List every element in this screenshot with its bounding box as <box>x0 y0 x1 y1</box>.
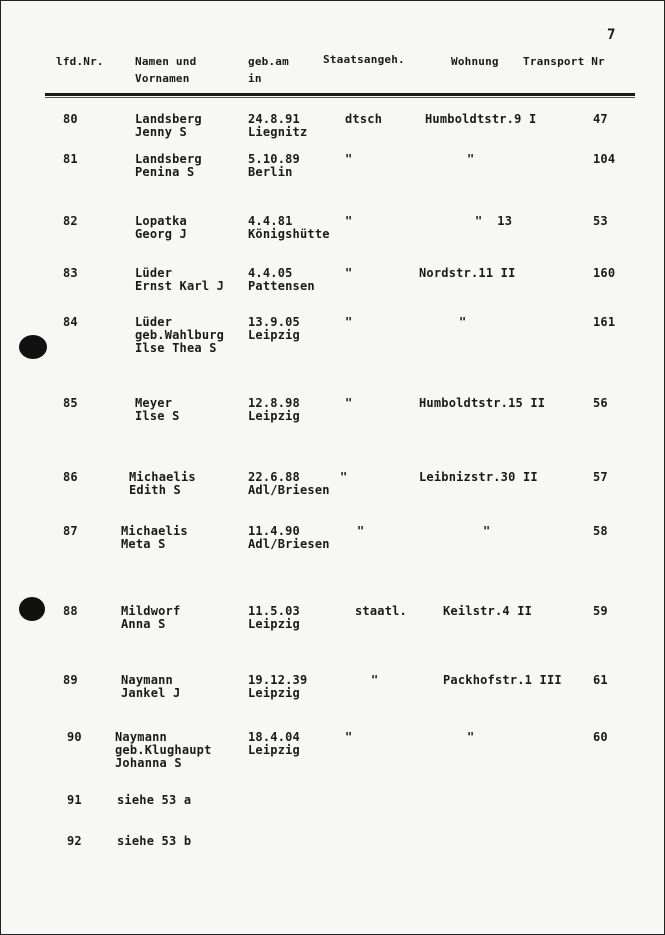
row-birth-line: 11.4.90 <box>248 524 300 538</box>
row-transport: 57 <box>593 470 608 484</box>
row-address: Nordstr.11 II <box>419 266 516 280</box>
row-nationality: " <box>345 152 353 166</box>
row-name-line: Lüder <box>135 315 173 329</box>
row-name-line: Georg J <box>135 227 187 241</box>
row-name-line: Ilse Thea S <box>135 341 217 355</box>
row-birth-line: 4.4.05 <box>248 266 293 280</box>
row-name-line: Ilse S <box>135 409 180 423</box>
row-name-line: Michaelis <box>121 524 188 538</box>
header-name-line2: Vornamen <box>135 72 190 85</box>
row-birth-line: 12.8.98 <box>248 396 300 410</box>
header-rule-thin <box>45 97 635 98</box>
row-address: Packhofstr.1 III <box>443 673 562 687</box>
row-name-line: Lüder <box>135 266 173 280</box>
row-name-line: Jankel J <box>121 686 181 700</box>
row-birth-line: 13.9.05 <box>248 315 300 329</box>
row-transport: 60 <box>593 730 608 744</box>
row-name-line: Mildworf <box>121 604 181 618</box>
row-address: " 13 <box>475 214 513 228</box>
row-name-line: Lopatka <box>135 214 187 228</box>
row-name-line: Landsberg <box>135 112 202 126</box>
row-transport: 59 <box>593 604 608 618</box>
row-name-line: Michaelis <box>129 470 196 484</box>
row-address: Leibnizstr.30 II <box>419 470 538 484</box>
row-name-line: Meta S <box>121 537 166 551</box>
row-address: Humboldtstr.15 II <box>419 396 546 410</box>
header-transport: Transport Nr <box>523 55 605 68</box>
row-number: 85 <box>63 396 78 410</box>
row-birth-line: 19.12.39 <box>248 673 308 687</box>
row-nationality: " <box>345 266 353 280</box>
row-address: Humboldtstr.9 I <box>425 112 537 126</box>
row-birth-line: Leipzig <box>248 743 300 757</box>
row-address: " <box>483 524 491 538</box>
row-nationality: staatl. <box>355 604 407 618</box>
row-number: 83 <box>63 266 78 280</box>
row-birth-line: Adl/Briesen <box>248 483 330 497</box>
row-birth-line: Adl/Briesen <box>248 537 330 551</box>
row-birth-line: Pattensen <box>248 279 315 293</box>
row-number: 81 <box>63 152 78 166</box>
row-name-line: Naymann <box>121 673 173 687</box>
row-number: 84 <box>63 315 78 329</box>
row-number: 90 <box>67 730 82 744</box>
header-nationality: Staatsangeh. <box>323 53 405 66</box>
row-birth-line: 11.5.03 <box>248 604 300 618</box>
row-birth-line: 22.6.88 <box>248 470 300 484</box>
header-address: Wohnung <box>451 55 499 68</box>
row-birth-line: 5.10.89 <box>248 152 300 166</box>
row-birth-line: 18.4.04 <box>248 730 300 744</box>
row-transport: 53 <box>593 214 608 228</box>
row-birth-line: Leipzig <box>248 686 300 700</box>
row-birth-line: Königshütte <box>248 227 330 241</box>
row-name-line: Landsberg <box>135 152 202 166</box>
row-transport: 104 <box>593 152 616 166</box>
row-address: Keilstr.4 II <box>443 604 533 618</box>
header-date-line1: geb.am <box>248 55 289 68</box>
row-nationality: dtsch <box>345 112 383 126</box>
row-nationality: " <box>345 214 353 228</box>
header-nr: lfd.Nr. <box>56 55 104 68</box>
row-transport: 56 <box>593 396 608 410</box>
row-name-line: siehe 53 a <box>117 793 192 807</box>
row-birth-line: Leipzig <box>248 409 300 423</box>
row-nationality: " <box>357 524 365 538</box>
row-transport: 58 <box>593 524 608 538</box>
row-nationality: " <box>345 315 353 329</box>
row-nationality: " <box>340 470 348 484</box>
row-name-line: Jenny S <box>135 125 187 139</box>
header-name-line1: Namen und <box>135 55 197 68</box>
row-birth-line: 24.8.91 <box>248 112 300 126</box>
row-transport: 160 <box>593 266 616 280</box>
row-number: 92 <box>67 834 82 848</box>
row-birth-line: Leipzig <box>248 328 300 342</box>
row-number: 87 <box>63 524 78 538</box>
row-number: 80 <box>63 112 78 126</box>
header-date-line2: in <box>248 72 262 85</box>
row-name-line: geb.Klughaupt <box>115 743 212 757</box>
row-name-line: siehe 53 b <box>117 834 192 848</box>
row-name-line: Anna S <box>121 617 166 631</box>
row-transport: 61 <box>593 673 608 687</box>
row-address: " <box>467 730 475 744</box>
row-birth-line: 4.4.81 <box>248 214 293 228</box>
row-number: 82 <box>63 214 78 228</box>
row-number: 86 <box>63 470 78 484</box>
row-transport: 161 <box>593 315 616 329</box>
row-birth-line: Leipzig <box>248 617 300 631</box>
row-name-line: Edith S <box>129 483 181 497</box>
header-rule <box>45 93 635 96</box>
row-name-line: Penina S <box>135 165 195 179</box>
punch-hole-mark <box>19 335 47 359</box>
row-nationality: " <box>345 730 353 744</box>
row-address: " <box>459 315 467 329</box>
row-transport: 47 <box>593 112 608 126</box>
row-name-line: Johanna S <box>115 756 182 770</box>
row-name-line: geb.Wahlburg <box>135 328 225 342</box>
row-number: 91 <box>67 793 82 807</box>
row-name-line: Ernst Karl J <box>135 279 225 293</box>
row-nationality: " <box>345 396 353 410</box>
row-birth-line: Liegnitz <box>248 125 308 139</box>
row-name-line: Naymann <box>115 730 167 744</box>
row-address: " <box>467 152 475 166</box>
row-birth-line: Berlin <box>248 165 293 179</box>
punch-hole-mark <box>19 597 45 621</box>
row-nationality: " <box>371 673 379 687</box>
row-number: 89 <box>63 673 78 687</box>
row-number: 88 <box>63 604 78 618</box>
row-name-line: Meyer <box>135 396 173 410</box>
page-number: 7 <box>607 27 616 43</box>
